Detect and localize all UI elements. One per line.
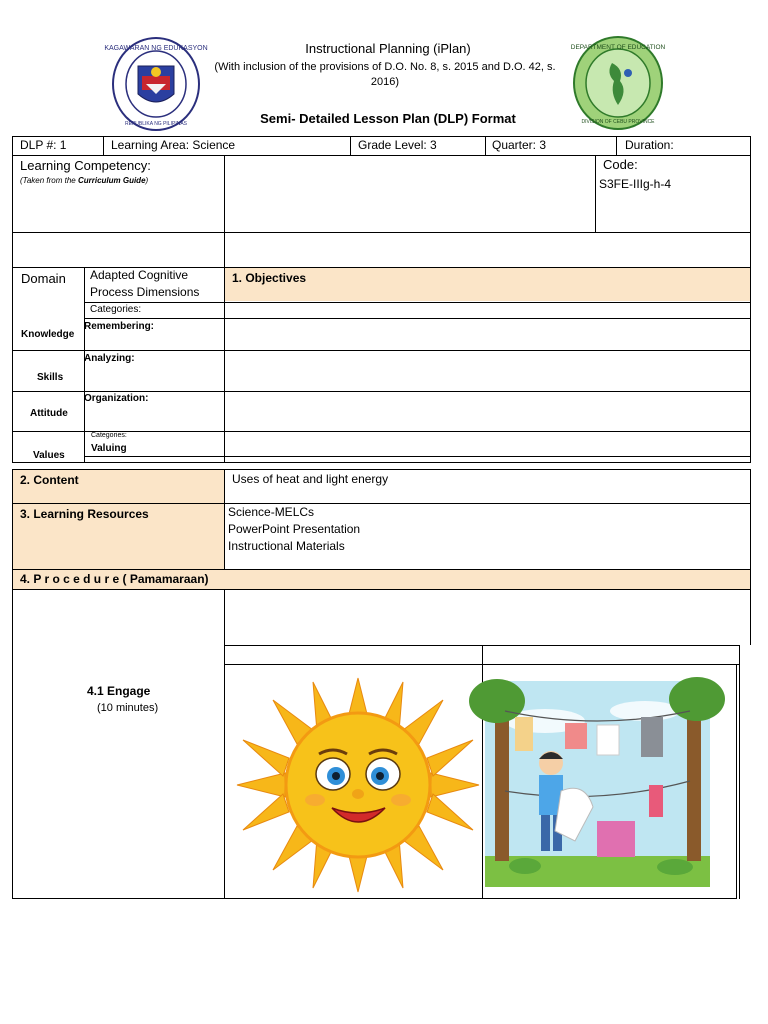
resource-item: Instructional Materials bbox=[228, 539, 345, 553]
competency-label: Learning Competency: bbox=[20, 158, 151, 173]
smiling-sun-illustration bbox=[235, 676, 481, 894]
resource-item: PowerPoint Presentation bbox=[228, 522, 361, 536]
values-categories-label: Categories: bbox=[91, 432, 127, 439]
learning-area: Learning Area: Science bbox=[111, 138, 236, 152]
code-label: Code: bbox=[603, 157, 638, 172]
domain-header: Domain bbox=[21, 271, 66, 286]
adapted-header-line1: Adapted Cognitive bbox=[90, 268, 189, 282]
dlp-format-title: Semi- Detailed Lesson Plan (DLP) Format bbox=[260, 111, 516, 126]
procedure-label: 4. P r o c e d u r e ( Pamamaraan) bbox=[20, 572, 209, 586]
categories-label: Categories: bbox=[90, 304, 142, 315]
resource-item: Science-MELCs bbox=[228, 505, 315, 519]
category-valuing: Valuing bbox=[91, 443, 127, 454]
duration: Duration: bbox=[625, 138, 674, 152]
engage-time: (10 minutes) bbox=[97, 702, 159, 714]
svg-text:DEPARTMENT OF EDUCATION: DEPARTMENT OF EDUCATION bbox=[570, 44, 666, 51]
engage-label: 4.1 Engage bbox=[87, 684, 151, 698]
adapted-header-line2: Process Dimensions bbox=[90, 285, 200, 299]
competency-note: (Taken from the Curriculum Guide) bbox=[20, 176, 149, 185]
domain-attitude: Attitude bbox=[30, 408, 68, 419]
document-title: Instructional Planning (iPlan) bbox=[305, 41, 471, 56]
svg-text:REPUBLIKA NG PILIPINAS: REPUBLIKA NG PILIPINAS bbox=[125, 121, 187, 127]
content-label: 2. Content bbox=[20, 473, 79, 487]
boy-drying-clothes-illustration bbox=[485, 681, 710, 887]
code-value: S3FE-IIIg-h-4 bbox=[599, 177, 672, 191]
resources-label: 3. Learning Resources bbox=[20, 507, 149, 521]
svg-text:DIVISION OF CEBU PROVINCE: DIVISION OF CEBU PROVINCE bbox=[581, 119, 655, 125]
category-organization: Organization: bbox=[84, 393, 149, 404]
dlp-number: DLP #: 1 bbox=[20, 138, 67, 152]
quarter: Quarter: 3 bbox=[492, 138, 547, 152]
objectives-heading: 1. Objectives bbox=[232, 271, 307, 285]
grade-level: Grade Level: 3 bbox=[358, 138, 437, 152]
document-subtitle-line1: (With inclusion of the provisions of D.O. No. 8, s. 2015 and D.O. 42, s. bbox=[214, 61, 556, 73]
domain-skills: Skills bbox=[37, 372, 64, 383]
domain-values: Values bbox=[33, 450, 65, 461]
domain-knowledge: Knowledge bbox=[21, 329, 75, 340]
deped-seal-icon bbox=[104, 36, 208, 132]
document-subtitle-line2: 2016) bbox=[370, 76, 400, 88]
svg-text:KAGAWARAN NG EDUKASYON: KAGAWARAN NG EDUKASYON bbox=[104, 45, 208, 52]
category-analyzing: Analyzing: bbox=[84, 353, 135, 364]
category-remembering: Remembering: bbox=[84, 321, 155, 332]
cebu-division-seal-icon bbox=[572, 35, 664, 131]
content-value: Uses of heat and light energy bbox=[232, 472, 389, 486]
